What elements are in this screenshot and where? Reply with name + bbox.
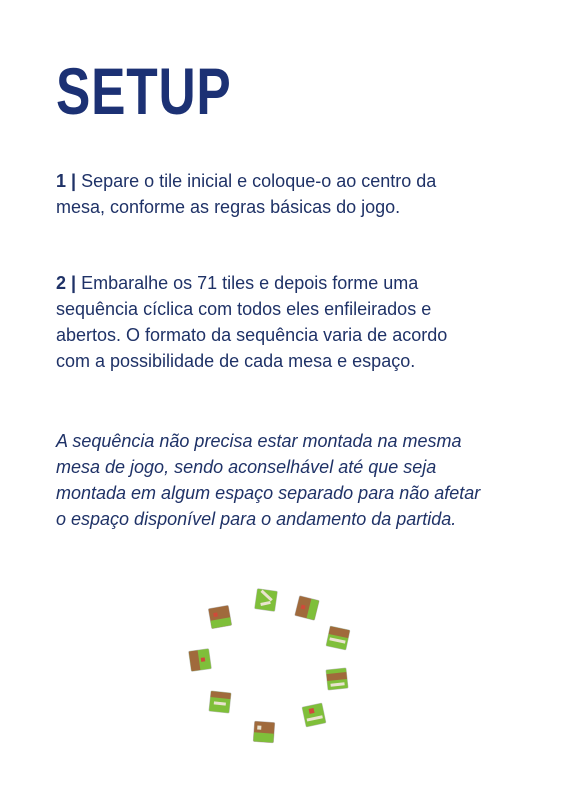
step-2-number: 2 | xyxy=(56,273,77,293)
tile-image xyxy=(326,668,348,690)
page-title: SETUP xyxy=(56,54,232,128)
tile-image xyxy=(208,605,231,628)
tile-image xyxy=(255,589,278,612)
tile-image xyxy=(326,626,350,650)
tile-image xyxy=(189,649,212,672)
tile-image xyxy=(253,721,274,742)
note-italic: A sequência não precisa estar montada na mesma mesa de jogo, sendo aconselhável até que seja montada em algum espaço separado para não afetar o espaço disponível para o andamento da partida. xyxy=(56,431,481,529)
step-1-number: 1 | xyxy=(56,171,77,191)
step-1-text: Separe o tile inicial e coloque-o ao centro da mesa, conforme as regras básicas do jogo. xyxy=(56,171,437,217)
tile-image xyxy=(295,596,319,620)
tile-image xyxy=(209,691,231,713)
tile-image xyxy=(302,703,326,727)
step-2-text: Embaralhe os 71 tiles e depois forme uma sequência cíclica com todos eles enfileirados e abertos. O formato da sequência varia de acordo com a possibilidade de cada mesa e espaço. xyxy=(56,273,448,371)
